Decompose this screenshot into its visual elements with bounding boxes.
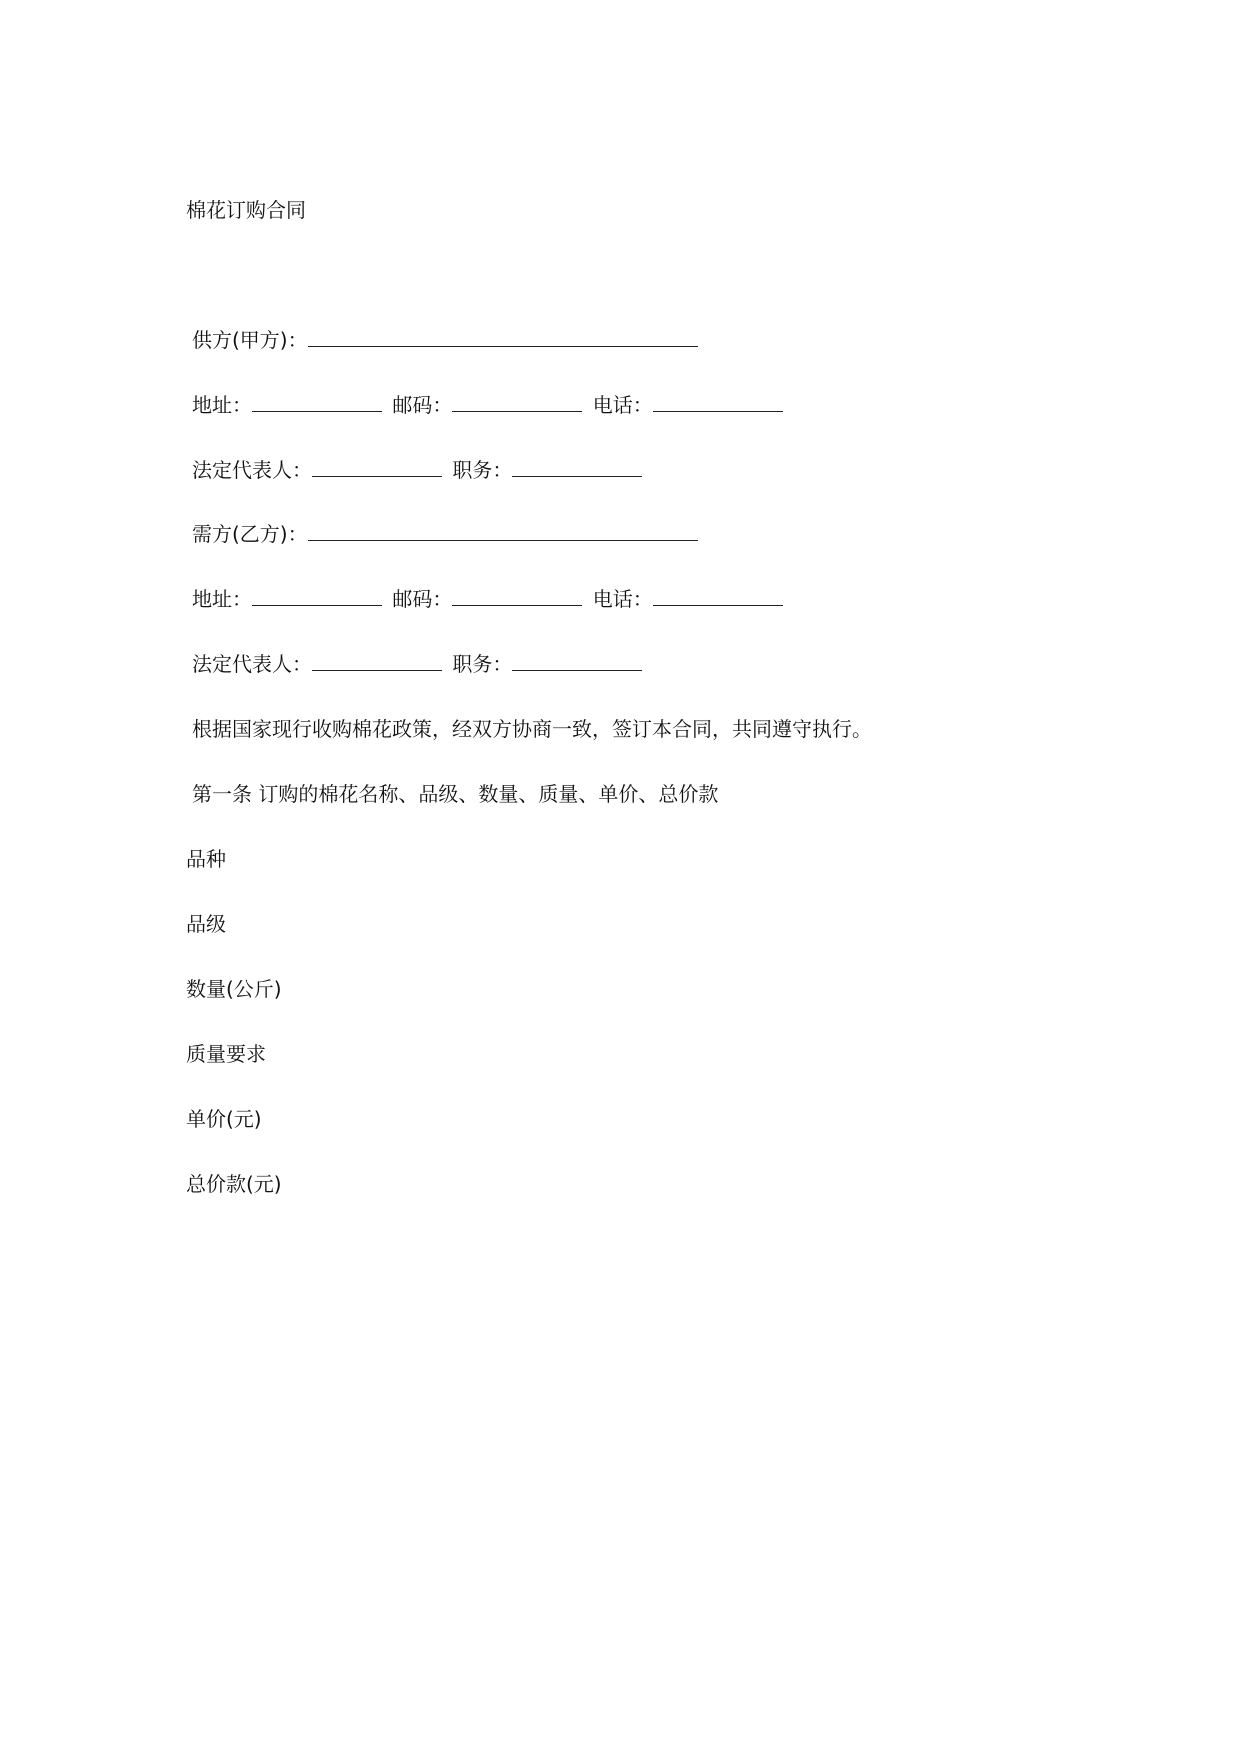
supplier-position-blank	[512, 456, 642, 477]
buyer-phone-label: 电话：	[592, 587, 653, 611]
buyer-label: 需方(乙方)：	[192, 522, 308, 546]
document-title: 棉花订购合同	[186, 198, 306, 222]
buyer-rep-line	[192, 650, 646, 678]
article-1: 第一条 订购的棉花名称、品级、数量、质量、单价、总价款	[192, 782, 719, 806]
field-grade: 品级	[186, 912, 226, 936]
supplier-contact-line	[192, 391, 787, 419]
supplier-label: 供方(甲方)：	[192, 328, 308, 352]
supplier-rep-line	[192, 456, 646, 484]
supplier-rep-blank	[312, 456, 442, 477]
supplier-rep-label: 法定代表人：	[192, 458, 312, 482]
field-quality: 质量要求	[186, 1042, 266, 1066]
buyer-postcode-blank	[452, 585, 582, 606]
buyer-phone-blank	[653, 585, 783, 606]
preamble: 根据国家现行收购棉花政策，经双方协商一致，签订本合同，共同遵守执行。	[192, 717, 872, 741]
buyer-position-label: 职务：	[452, 652, 513, 676]
supplier-name-blank	[308, 326, 698, 347]
buyer-rep-label: 法定代表人：	[192, 652, 312, 676]
supplier-postcode-blank	[452, 391, 582, 412]
buyer-address-blank	[252, 585, 382, 606]
field-quantity: 数量(公斤)	[186, 977, 282, 1001]
supplier-position-label: 职务：	[452, 458, 513, 482]
buyer-address-label: 地址：	[192, 587, 252, 611]
supplier-phone-label: 电话：	[592, 393, 653, 417]
buyer-contact-line	[192, 585, 787, 613]
field-total-price: 总价款(元)	[186, 1172, 282, 1196]
buyer-name-blank	[308, 520, 698, 541]
supplier-postcode-label: 邮码：	[392, 393, 453, 417]
buyer-position-blank	[512, 650, 642, 671]
supplier-address-label: 地址：	[192, 393, 252, 417]
buyer-line	[192, 520, 702, 548]
supplier-line	[192, 326, 702, 354]
supplier-address-blank	[252, 391, 382, 412]
buyer-rep-blank	[312, 650, 442, 671]
field-variety: 品种	[186, 847, 226, 871]
buyer-postcode-label: 邮码：	[392, 587, 453, 611]
supplier-phone-blank	[653, 391, 783, 412]
field-unit-price: 单价(元)	[186, 1107, 262, 1131]
